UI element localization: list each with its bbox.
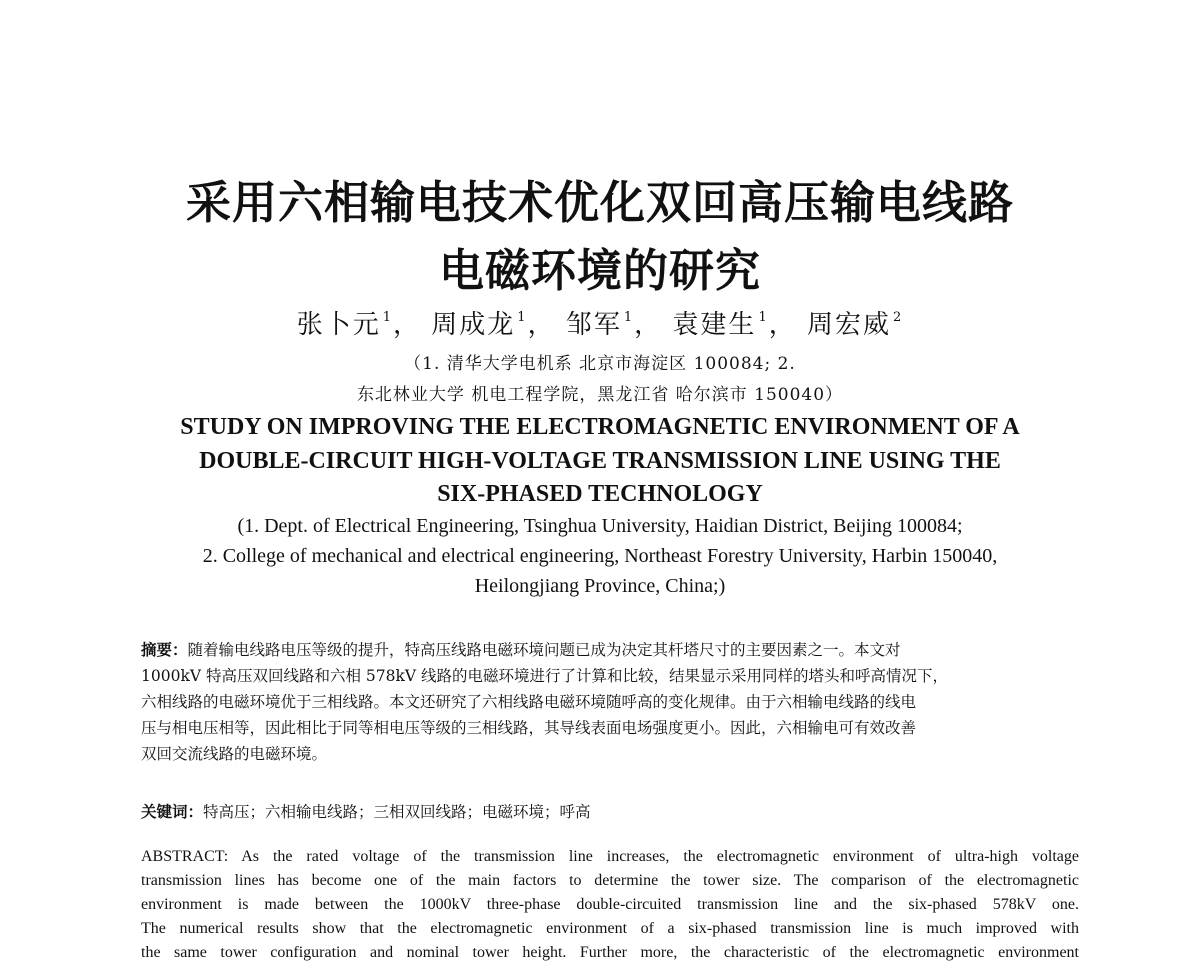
english-title-line-1: STUDY ON IMPROVING THE ELECTROMAGNETIC ENVIRONMENT OF A (180, 414, 1020, 440)
author-affiliation-mark: 1 (758, 310, 769, 325)
english-affiliation-line-1: (1. Dept. of Electrical Engineering, Tsinghua University, Haidian District, Beijing 100084; (237, 515, 963, 537)
chinese-title-line-1: 采用六相输电技术优化双回高压输电线路 (185, 176, 1014, 229)
author-affiliation-mark: 1 (517, 310, 528, 325)
author-list (0, 304, 1200, 341)
chinese-affiliation-line-1: （1. 清华大学电机系 北京市海淀区 100084; 2. (404, 354, 796, 374)
author: 周成龙 (431, 310, 516, 340)
author: 袁建生 (672, 310, 757, 340)
abstract-text: 随着输电线路电压等级的提升，特高压线路电磁环境问题已成为决定其杆塔尺寸的主要因素之一。本文对 (187, 641, 901, 659)
chinese-abstract-line: 六相线路的电磁环境优于三相线路。本文还研究了六相线路电磁环境随呼高的变化规律。由于六相输电线路的线电 (141, 693, 917, 711)
author: 邹军 (565, 310, 622, 340)
author-separator: ， (634, 310, 663, 340)
author-affiliation-mark: 1 (382, 310, 393, 325)
chinese-title-line-2: 电磁环境的研究 (438, 244, 761, 297)
english-title-line-3: SIX-PHASED TECHNOLOGY (437, 481, 763, 507)
english-abstract-line: environment is made between the 1000kV three-phase double-circuited transmission line and the six-phased 578kV one. (141, 896, 1079, 913)
english-abstract-line: transmission lines has become one of the main factors to determine the tower size. The comparison of the electromagnetic (141, 872, 1079, 889)
chinese-abstract-line: 双回交流线路的电磁环境。 (141, 745, 328, 763)
chinese-abstract-line: 1000kV 特高压双回线路和六相 578kV 线路的电磁环境进行了计算和比较，结果显示采用同样的塔头和呼高情况下， (141, 667, 948, 685)
english-title-line-2: DOUBLE-CIRCUIT HIGH-VOLTAGE TRANSMISSION LINE USING THE (199, 448, 1001, 474)
chinese-affiliation-line-2: 东北林业大学 机电工程学院，黑龙江省 哈尔滨市 150040） (356, 385, 844, 405)
author-affiliation-mark: 1 (623, 310, 635, 325)
author: 周宏威 (807, 310, 892, 340)
keywords-text: 特高压；六相输电线路；三相双回线路；电磁环境；呼高 (203, 803, 591, 821)
english-abstract-line: ABSTRACT: As the rated voltage of the transmission line increases, the electromagnetic environment of ultra-high voltage (141, 848, 1079, 865)
chinese-abstract-line: 压与相电压相等，因此相比于同等相电压等级的三相线路，其导线表面电场强度更小。因此，六相输电可有效改善 (141, 719, 917, 737)
keywords-label: 关键词： (141, 802, 204, 821)
abstract-label: 摘要： (141, 640, 188, 659)
chinese-abstract (141, 637, 1079, 767)
chinese-keywords (141, 800, 1079, 822)
author-separator: ， (768, 310, 797, 340)
author-separator: ， (527, 310, 556, 340)
english-abstract-line: the same tower configuration and nominal tower height. Further more, the characteristic of the electromagnetic environment (141, 944, 1079, 961)
english-abstract (141, 845, 1079, 965)
author: 张卜元 (296, 310, 381, 340)
english-affiliation-line-3: Heilongjiang Province, China;) (474, 575, 726, 597)
chinese-abstract-line (141, 637, 1079, 663)
english-abstract-line: The numerical results show that the electromagnetic environment of a six-phased transmission line is much improved with (141, 920, 1079, 937)
english-affiliation-line-2: 2. College of mechanical and electrical engineering, Northeast Forestry University, Harbin 150040, (202, 545, 998, 567)
author-affiliation-mark: 2 (893, 310, 904, 325)
author-separator: ， (392, 310, 421, 340)
